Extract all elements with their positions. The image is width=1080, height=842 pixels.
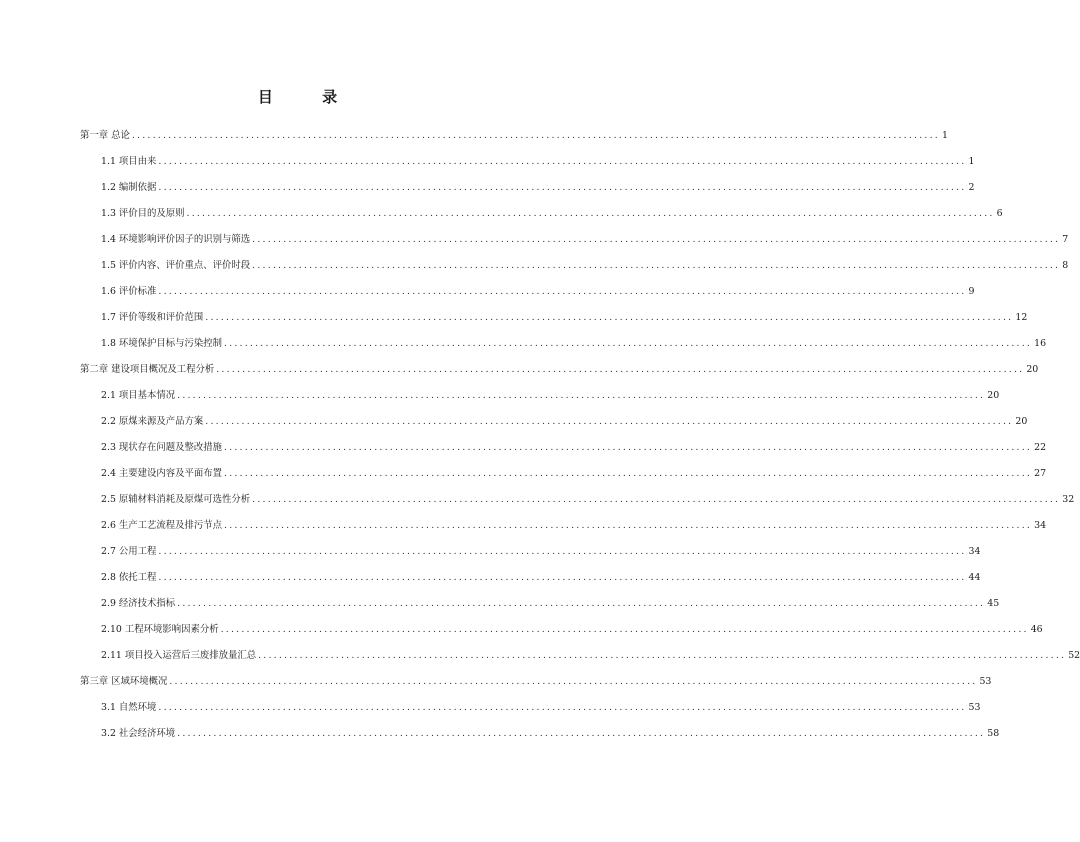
- toc-entry-title: 1.7 评价等级和评价范围: [101, 312, 204, 323]
- toc-entry-title: 2.11 项目投入运营后三废排放量汇总: [101, 650, 257, 661]
- toc-entry-page: 58: [987, 728, 1000, 739]
- toc-entry-page: 53: [979, 676, 992, 687]
- toc-entry[interactable]: [80, 675, 992, 689]
- toc-leader: ............................................................................................................................................................: [224, 520, 1033, 531]
- toc-leader: ............................................................................................................................................................: [177, 390, 986, 401]
- toc-entry[interactable]: [101, 337, 1047, 351]
- toc-entry[interactable]: [101, 311, 1028, 325]
- toc-leader: ............................................................................................................................................................: [258, 650, 1067, 661]
- toc-entry-page: 1: [941, 130, 948, 141]
- toc-leader: ............................................................................................................................................................: [216, 364, 1025, 375]
- toc-entry-page: 44: [968, 572, 981, 583]
- toc-entry-page: 45: [987, 598, 1000, 609]
- toc-entry[interactable]: [101, 649, 1080, 663]
- toc-entry-title: 2.5 原辅材料消耗及原煤可选性分析: [101, 494, 251, 505]
- toc-entry-title: 1.3 评价目的及原则: [101, 208, 185, 219]
- toc-leader: ............................................................................................................................................................: [224, 442, 1033, 453]
- toc-leader: ............................................................................................................................................................: [252, 260, 1061, 271]
- toc-entry-page: 34: [968, 546, 981, 557]
- toc-entry-title: 1.2 编制依据: [101, 182, 157, 193]
- toc-entry-title: 2.7 公用工程: [101, 546, 157, 557]
- toc-entry[interactable]: [101, 415, 1028, 429]
- toc-leader: ............................................................................................................................................................: [252, 494, 1061, 505]
- toc-leader: ............................................................................................................................................................: [169, 676, 978, 687]
- toc-entry-page: 8: [1062, 260, 1069, 271]
- toc-entry[interactable]: [101, 181, 975, 195]
- toc-entry-page: 32: [1062, 494, 1075, 505]
- toc-leader: ............................................................................................................................................................: [158, 182, 967, 193]
- toc-entry-title: 1.4 环境影响评价因子的识别与筛选: [101, 234, 251, 245]
- toc-entry-page: 12: [1015, 312, 1028, 323]
- toc-entry-page: 34: [1034, 520, 1047, 531]
- toc-entry-title: 2.9 经济技术指标: [101, 598, 176, 609]
- toc-leader: ............................................................................................................................................................: [158, 572, 967, 583]
- toc-entry[interactable]: [101, 285, 975, 299]
- toc-entry-page: 46: [1030, 624, 1043, 635]
- toc-entry[interactable]: [101, 207, 1003, 221]
- toc-entry[interactable]: [101, 519, 1047, 533]
- toc-leader: ............................................................................................................................................................: [158, 546, 967, 557]
- toc-entry-title: 2.3 现状存在问题及整改措施: [101, 442, 223, 453]
- toc-entry-title: 2.6 生产工艺流程及排污节点: [101, 520, 223, 531]
- toc-leader: ............................................................................................................................................................: [177, 598, 986, 609]
- toc-leader: ............................................................................................................................................................: [205, 416, 1014, 427]
- toc-entry-page: 53: [968, 702, 981, 713]
- toc-leader: ............................................................................................................................................................: [158, 286, 967, 297]
- toc-entry-title: 1.6 评价标准: [101, 286, 157, 297]
- toc-entry[interactable]: [101, 441, 1047, 455]
- toc-entry-title: 2.2 原煤来源及产品方案: [101, 416, 204, 427]
- toc-entry-page: 16: [1034, 338, 1047, 349]
- toc-entry-page: 6: [996, 208, 1003, 219]
- toc-entry-title: 2.10 工程环境影响因素分析: [101, 624, 219, 635]
- toc-entry[interactable]: [101, 155, 975, 169]
- toc-entry-title: 1.1 项目由来: [101, 156, 157, 167]
- toc-entry[interactable]: [101, 571, 981, 585]
- toc-leader: ............................................................................................................................................................: [205, 312, 1014, 323]
- toc-entry-title: 第二章 建设项目概况及工程分析: [80, 364, 215, 375]
- toc-entry-title: 1.8 环境保护目标与污染控制: [101, 338, 223, 349]
- toc-entry[interactable]: [101, 233, 1069, 247]
- toc-entry-page: 52: [1068, 650, 1080, 661]
- toc-entry-title: 第一章 总论: [80, 130, 130, 141]
- toc-entry[interactable]: [80, 129, 948, 143]
- toc-entry-page: 1: [968, 156, 975, 167]
- toc-entry[interactable]: [101, 493, 1075, 507]
- toc-entry[interactable]: [80, 363, 1039, 377]
- toc-leader: ............................................................................................................................................................: [158, 702, 967, 713]
- toc-entry-title: 1.5 评价内容、评价重点、评价时段: [101, 260, 251, 271]
- toc-entry[interactable]: [101, 727, 1000, 741]
- toc-leader: ............................................................................................................................................................: [158, 156, 967, 167]
- toc-leader: ............................................................................................................................................................: [224, 468, 1033, 479]
- toc-entry-page: 27: [1034, 468, 1047, 479]
- toc-entry-title: 2.1 项目基本情况: [101, 390, 176, 401]
- toc-entry-page: 9: [968, 286, 975, 297]
- toc-entry[interactable]: [101, 467, 1047, 481]
- toc-entry-title: 2.4 主要建设内容及平面布置: [101, 468, 223, 479]
- toc-entry-page: 2: [968, 182, 975, 193]
- toc-entry-title: 3.2 社会经济环境: [101, 728, 176, 739]
- toc-entry-title: 3.1 自然环境: [101, 702, 157, 713]
- toc-entry[interactable]: [101, 597, 1000, 611]
- toc-entry[interactable]: [101, 545, 981, 559]
- toc-entry-page: 22: [1034, 442, 1047, 453]
- toc-entry[interactable]: [101, 701, 981, 715]
- toc-entry-page: 20: [987, 390, 1000, 401]
- toc-leader: ............................................................................................................................................................: [224, 338, 1033, 349]
- toc-entry[interactable]: [101, 623, 1043, 637]
- toc-leader: ............................................................................................................................................................: [177, 728, 986, 739]
- toc-entry-title: 第三章 区域环境概况: [80, 676, 168, 687]
- toc-entry[interactable]: [101, 259, 1069, 273]
- toc-leader: ............................................................................................................................................................: [220, 624, 1029, 635]
- toc-leader: ............................................................................................................................................................: [186, 208, 995, 219]
- toc-entry-title: 2.8 依托工程: [101, 572, 157, 583]
- toc-entry[interactable]: [101, 389, 1000, 403]
- toc-leader: ............................................................................................................................................................: [252, 234, 1061, 245]
- page-title: 目 录: [257, 88, 360, 106]
- toc-leader: ............................................................................................................................................................: [131, 130, 940, 141]
- toc-entry-page: 7: [1062, 234, 1069, 245]
- toc-entry-page: 20: [1015, 416, 1028, 427]
- toc-entry-page: 20: [1026, 364, 1039, 375]
